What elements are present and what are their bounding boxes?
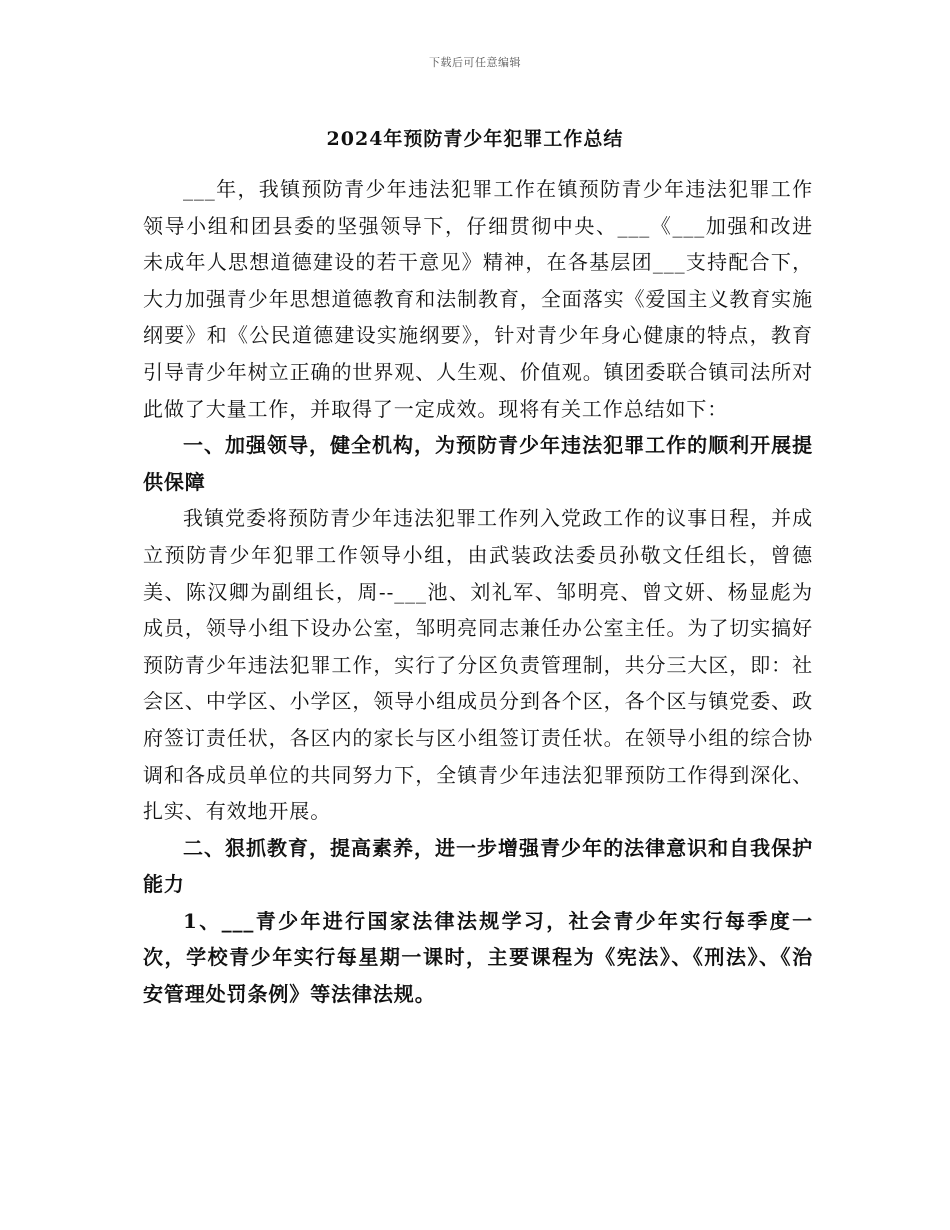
section-1-paragraph: 我镇党委将预防青少年违法犯罪工作列入党政工作的议事日程，并成立预防青少年犯罪工作领导小组，由武装政法委员孙敬文任组长，曾德美、陈汉卿为副组长，周--___池、刘礼军、邹明亮、曾文妍、杨显彪为成员，领导小组下设办公室，邹明亮同志兼任办公室主任。为了切实搞好预防青少年违法犯罪工作，实行了分区负责管理制，共分三大区，即：社会区、中学区、小学区，领导小组成员分到各个区，各个区与镇党委、政府签订责任状，各区内的家长与区小组签订责任状。在领导小组的综合协调和各成员单位的共同努力下，全镇青少年违法犯罪预防工作得到深化、扎实、有效地开展。 xyxy=(143,506,813,824)
document-body xyxy=(143,171,813,1013)
intro-paragraph: ___年，我镇预防青少年违法犯罪工作在镇预防青少年违法犯罪工作领导小组和团县委的坚强领导下，仔细贯彻中央、___《___加强和改进未成年人思想道德建设的若干意见》精神，在各基层团___支持配合下，大力加强青少年思想道德教育和法制教育，全面落实《爱国主义教育实施纲要》和《公民道德建设实施纲要》，针对青少年身心健康的特点，教育引导青少年树立正确的世界观、人生观、价值观。镇团委联合镇司法所对此做了大量工作，并取得了一定成效。现将有关工作总结如下： xyxy=(143,177,813,421)
section-2-item-1: 1、___青少年进行国家法律法规学习，社会青少年实行每季度一次，学校青少年实行每星期一课时，主要课程为《宪法》、《刑法》、《治安管理处罚条例》等法律法规。 xyxy=(143,908,813,1007)
section-heading-2: 二、狠抓教育，提高素养，进一步增强青少年的法律意识和自我保护能力 xyxy=(143,835,813,897)
header-note: 下载后可任意编辑 xyxy=(429,56,521,69)
section-heading-1: 一、加强领导，健全机构，为预防青少年违法犯罪工作的顺利开展提供保障 xyxy=(143,433,813,494)
document-title: 2024年预防青少年犯罪工作总结 xyxy=(326,128,624,150)
